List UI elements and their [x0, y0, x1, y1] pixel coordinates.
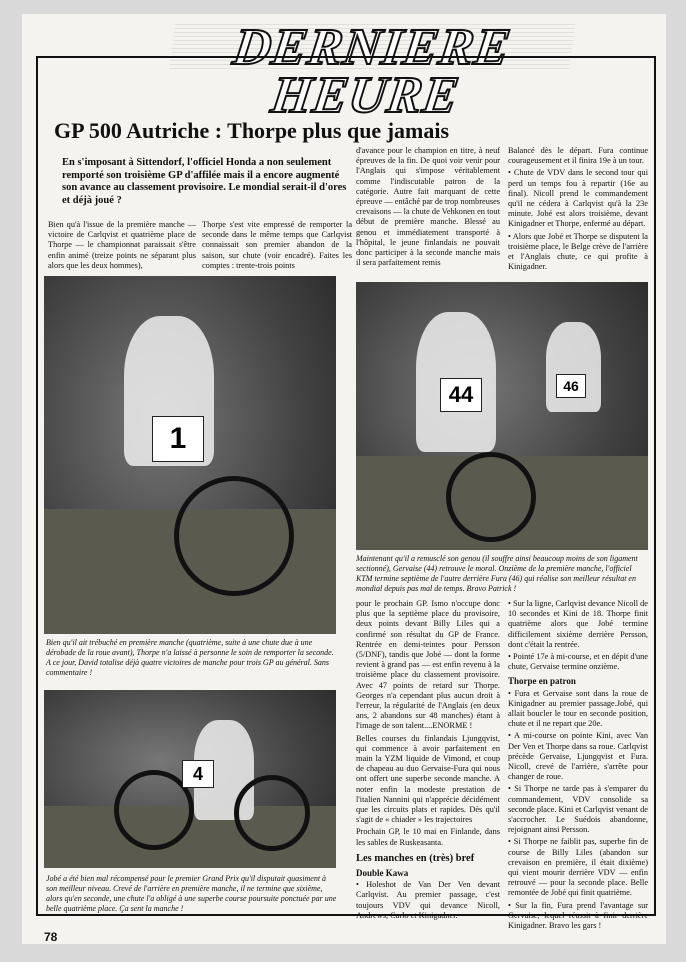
caption-jobe: Jobé a été bien mal récompensé pour le premier Grand Prix qu'il disputait quasiment à son meilleur niveau. Crevé de l'arrière en première manche, il ne termine que sixième, alors qu'en seconde, une chute l'a obligé à une superbe course poursuite ponctuée par une belle quatrième place. Ça sent la manche !: [46, 874, 337, 913]
magazine-page: [22, 14, 666, 944]
number-plate: 44: [440, 378, 482, 412]
col4-paragraph: • A mi-course on pointe Kini, avec Van Der Ven et Thorpe dans sa roue. Carlqvist précède Gervaise, Ljungqvist et Fura. Nicoll, crevé de l'arrière, s'arrête pour changer de roue.: [508, 731, 648, 782]
col4-paragraph: • Si Thorpe ne tarde pas à s'emparer du commandement, VDV consolide sa seconde place. Kini et Carlqvist venant de s'accrocher. Le Suédois abandonne, rejoignant ainsi Persson.: [508, 784, 648, 835]
article-col-4-lower: [508, 599, 648, 933]
col4-paragraph: • Fura et Gervaise sont dans la roue de Kinigadner au premier passage.Jobé, qui allait boucler le tour en seconde position, chute et il ne repart que 20e.: [508, 688, 648, 729]
intro-col-2: Thorpe s'est vite empressé de remporter la seconde dans le même temps que Carlqvist connaissait son premier abandon de la saison, sur chute (voir encadré). Faites les comptes : trente-trois points: [202, 220, 352, 270]
photo-jobe: [44, 690, 336, 868]
lede: En s'imposant à Sittendorf, l'officiel Honda a non seulement remporté son troisième GP d'affilée mais il a encore augmenté son avance au classement provisoire. Le mondial serait-il d'ores et déjà joué ?: [62, 157, 347, 206]
col4-paragraph: • Alors que Jobé et Thorpe se disputent la troisième place, le Belge crève de l'arrière et l'Anglais chute, ce qui profite à Kinigadner.: [508, 231, 648, 272]
col4-paragraph: • Pointé 17e à mi-course, et en dépit d'une chute, Gervaise termine onzième.: [508, 652, 648, 672]
article-col-3: d'avance pour le champion en titre, à neuf épreuves de la fin. De quoi voir venir pour l'Anglais qui s'impose véritablement comme l'indiscutable patron de la catégorie. Autre fait marquant de cette épreuve — entâché par de trop nombreuses crevaisons — la chute de Vehkonen en tout début de première manche. Blessé au genou et immédiatement transporté à l'hôpital, le jeune finlandais ne pouvait donc participer à la seconde manche mais il sera parfaitement remis: [356, 146, 500, 268]
col4-paragraph: • Si Thorpe ne faiblit pas, superbe fin de course de Billy Liles (abandon sur crevaison en première, il était dixième) qui vient mourir derrière VDV — enfin retrouvé — pour la seconde place. Belle remontée de Jobé qui finit quatrième.: [508, 837, 648, 898]
front-wheel: [174, 476, 294, 596]
number-plate: 46: [556, 374, 586, 398]
photo-gervaise: [356, 282, 648, 550]
subheading-thorpe-patron: Thorpe en patron: [508, 676, 576, 687]
col3-paragraph: pour le prochain GP. Ismo n'occupe donc plus que la septième place du provisoire, deux points devant Billy Liles qui a confirmé son résultat du GP de France. Rentrée en demi-teintes pour Persson (5/DNF), tandis que Jobé — dont la forme revient à grand pas — est enfin revenu à la troisième place du classement provisoire. Avec 47 points de retard sur Thorpe. Georges n'a cependant plus aucun droit à l'erreur, la régularité de l'Anglais (en deux ans, 2 abandons sur 48 manches) étant à l'image de son talent....ENORME !: [356, 599, 500, 731]
number-plate: 4: [182, 760, 214, 788]
col3-paragraph: • Holeshot de Van Der Ven devant Carlqvist. Au premier passage, c'est toujours VDV qui devance Nicoll, Andrews, Carlo et Kinigadner.: [356, 880, 500, 920]
col4-paragraph: • Sur la fin, Fura prend l'avantage sur Gervaise, lequel réussit à finir derrière Kinigadner. Bravo les gars !: [508, 900, 648, 931]
caption-gervaise: Maintenant qu'il a remusclé son genou (il souffre ainsi beaucoup moins de son ligament sectionné), Gervaise (44) retrouve le moral. Onzième de la première manche, l'officiel KTM termine septième de l'autre derrière Fura (46) qui réalise son meilleur résultat en mondial depuis pas mal de temps. Bravo Patrick !: [356, 554, 638, 593]
masthead: DERNIERE HEURE: [169, 24, 576, 72]
headline: GP 500 Autriche : Thorpe plus que jamais: [54, 118, 450, 143]
col4-paragraph: Balancé dès le départ. Fura continue courageusement et il finira 19e à un tour.: [508, 146, 648, 166]
front-wheel: [234, 775, 310, 851]
caption-thorpe: Bien qu'il ait trébuché en première manche (quatrième, suite à une chute due à une dérobade de la roue avant), Thorpe n'a laissé à personne le soin de remporter la seconde. A ce jour, David totalise déjà quatre victoires de manche pour trois GP au général. Sans commentaire !: [46, 638, 334, 677]
col4-paragraph: • Chute de VDV dans le second tour qui perd un temps fou à repartir (16e au final). Nicoll prend le commandement qu'il ne cédera à Carlqvist qu'à la 23e minute. Jobé est alors troisième, devant Kinigadner et Thorpe, enfermé au départ.: [508, 168, 648, 229]
col4-paragraph: • Sur la ligne, Carlqvist devance Nicoll de 10 secondes et Kini de 18. Thorpe finit quatrième alors que Jobé termine difficilement sixième derrière Persson, dont c'était la rentrée.: [508, 599, 648, 649]
article-col-4: [508, 146, 648, 274]
front-wheel: [446, 452, 536, 542]
number-plate: 1: [152, 416, 204, 462]
col3-paragraph: Prochain GP, le 10 mai en Finlande, dans les sables de Ruskeasanta.: [356, 827, 500, 847]
article-col-3-lower: [356, 599, 500, 923]
intro-col-1: Bien qu'à l'issue de la première manche — victoire de Carlqvist et quatrième place de Thorpe — le championnat paraissait s'être enfin animé (treize points ne séparant plus alors que les deux hommes),: [48, 220, 196, 270]
photo-thorpe: [44, 276, 336, 634]
page-number: 78: [44, 930, 58, 944]
rider-figure: [546, 322, 601, 412]
subheading-manches: Les manches en (très) bref: [356, 852, 475, 864]
col3-paragraph: Belles courses du finlandais Ljungqvist, qui commence à avoir parfaitement en main la YZM liquide de Vimond, et coup de chapeau au duo Gervaise-Fura qui nous ont offert une superbe seconde manche. A noter enfin la modeste prestation de l'italien Nannini qui n'apprécie décidément que les circuits plats et rapides. Dès qu'il s'agit de « chiader » les trajectoires: [356, 733, 500, 825]
subheading-double-kawa: Double Kawa: [356, 868, 409, 879]
